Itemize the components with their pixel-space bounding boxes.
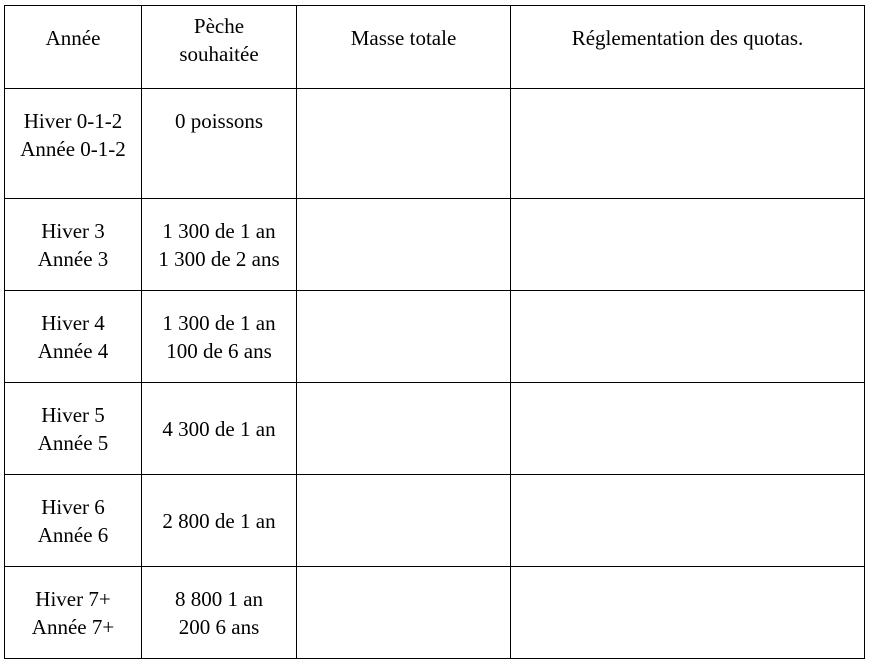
peche-line2: 100 de 6 ans <box>166 338 272 363</box>
annee-label: Année 7+ <box>31 614 115 639</box>
annee-label: Année 6 <box>37 522 109 547</box>
table-row <box>5 291 865 383</box>
hiver-label: Hiver 3 <box>41 218 105 243</box>
peche-line1: 8 800 1 an <box>174 586 264 611</box>
masse-cell[interactable] <box>297 383 511 475</box>
hiver-label: Hiver 7+ <box>35 586 111 611</box>
masse-cell[interactable] <box>297 475 511 567</box>
header-annee-label: Année <box>45 26 101 50</box>
table-header-row <box>5 6 865 89</box>
hiver-label: Hiver 0-1-2 <box>23 109 123 133</box>
year-cell <box>5 567 142 659</box>
year-cell <box>5 291 142 383</box>
header-annee <box>5 6 142 89</box>
annee-label: Année 0-1-2 <box>20 137 126 161</box>
quota-table <box>4 5 865 659</box>
year-cell <box>5 475 142 567</box>
reglementation-cell[interactable] <box>511 199 865 291</box>
reglementation-cell[interactable] <box>511 383 865 475</box>
hiver-label: Hiver 6 <box>41 494 105 519</box>
peche-line1: 1 300 de 1 an <box>162 310 276 335</box>
hiver-label: Hiver 4 <box>41 310 105 335</box>
peche-cell <box>142 291 297 383</box>
reglementation-cell[interactable] <box>511 475 865 567</box>
peche-cell <box>142 199 297 291</box>
table-row <box>5 383 865 475</box>
masse-cell[interactable] <box>297 567 511 659</box>
peche-cell <box>142 475 297 567</box>
peche-line1: 1 300 de 1 an <box>162 218 276 243</box>
annee-label: Année 4 <box>37 338 109 363</box>
annee-label: Année 3 <box>37 246 109 271</box>
peche-line2: 200 6 ans <box>178 614 260 639</box>
year-cell <box>5 199 142 291</box>
header-reglementation <box>511 6 865 89</box>
header-peche-souhaitee <box>142 6 297 89</box>
peche-line1: 0 poissons <box>174 109 264 133</box>
hiver-label: Hiver 5 <box>41 402 105 427</box>
header-peche-line1: Pèche <box>193 14 245 38</box>
masse-cell[interactable] <box>297 89 511 199</box>
table-row <box>5 475 865 567</box>
peche-cell <box>142 383 297 475</box>
header-reglementation-label: Réglementation des quotas. <box>571 26 804 50</box>
year-cell <box>5 89 142 199</box>
peche-line1: 4 300 de 1 an <box>162 416 276 441</box>
header-peche-line2: souhaitée <box>179 42 259 66</box>
masse-cell[interactable] <box>297 291 511 383</box>
table-row <box>5 89 865 199</box>
peche-line1: 2 800 de 1 an <box>162 508 276 533</box>
table-row <box>5 567 865 659</box>
reglementation-cell[interactable] <box>511 89 865 199</box>
peche-cell <box>142 89 297 199</box>
reglementation-cell[interactable] <box>511 291 865 383</box>
peche-line2: 1 300 de 2 ans <box>158 246 280 271</box>
table-row <box>5 199 865 291</box>
header-masse-label: Masse totale <box>350 26 457 50</box>
year-cell <box>5 383 142 475</box>
reglementation-cell[interactable] <box>511 567 865 659</box>
annee-label: Année 5 <box>37 430 109 455</box>
peche-cell <box>142 567 297 659</box>
header-masse-totale <box>297 6 511 89</box>
masse-cell[interactable] <box>297 199 511 291</box>
